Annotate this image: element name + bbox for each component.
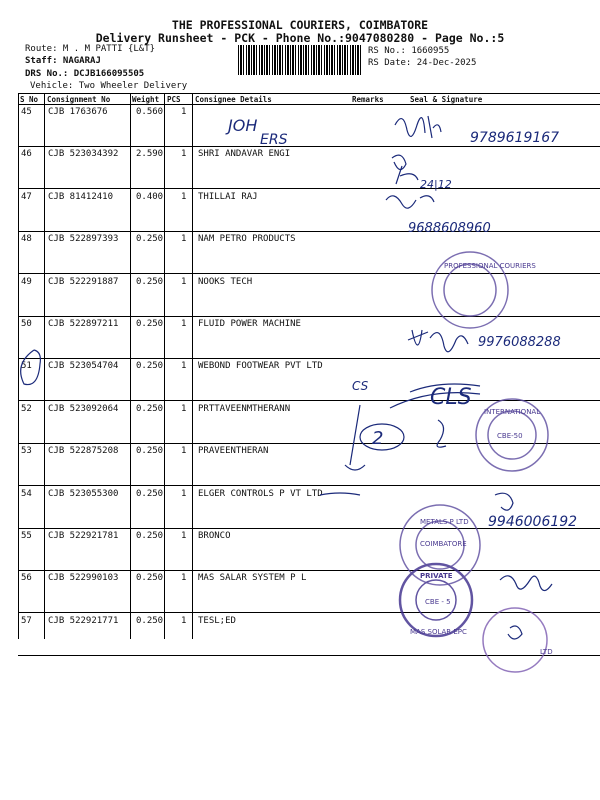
- table-row: [18, 358, 600, 401]
- row-consignee: PRAVEENTHERAN: [198, 446, 269, 457]
- date-46-handwriting: 24|12: [420, 178, 452, 191]
- row-pcs: 1: [181, 615, 187, 626]
- row-consignment-no: CJB 523092064: [48, 403, 119, 414]
- stamp-4-outer: MAS SOLAR EPC: [410, 628, 467, 636]
- row-weight: 0.250: [136, 531, 164, 541]
- row-sno: 57: [21, 615, 32, 626]
- vehicle-label: Vehicle: Two Wheeler Delivery: [30, 81, 188, 91]
- row-pcs: 1: [181, 446, 187, 457]
- row-weight: 0.250: [136, 234, 164, 245]
- row-sno: 45: [21, 107, 32, 117]
- row-pcs: 1: [181, 234, 187, 245]
- row-consignment-no: CJB 522921781: [48, 531, 119, 541]
- row-consignee: SHRI ANDAVAR ENGI: [198, 149, 291, 160]
- row-weight: 0.250: [136, 488, 164, 499]
- col-pcs: PCS: [167, 95, 181, 104]
- row-consignee: FLUID POWER MACHINE: [198, 319, 301, 329]
- row-consignment-no: CJB 1763676: [48, 107, 108, 117]
- row-sno: 55: [21, 531, 32, 541]
- table-row: [18, 443, 600, 486]
- rs-date: RS Date: 24-Dec-2025: [368, 58, 477, 68]
- row-consignment-no: CJB 522897393: [48, 234, 119, 245]
- row-pcs: 1: [181, 403, 187, 414]
- table-row: [18, 231, 600, 274]
- row-pcs: 1: [181, 488, 187, 499]
- row-consignee: THILLAI RAJ: [198, 191, 258, 202]
- row-sno: 46: [21, 149, 32, 160]
- joh-handwriting: JOH: [228, 116, 258, 135]
- table-row: [18, 570, 600, 613]
- row-consignee: NAM PETRO PRODUCTS: [198, 234, 296, 245]
- row-weight: 0.250: [136, 276, 164, 287]
- row-sno: 53: [21, 446, 32, 457]
- col-consignee: Consignee Details: [195, 95, 272, 104]
- phone-50-handwriting: 9976088288: [478, 335, 561, 350]
- phone-47-handwriting: 9688608960: [408, 221, 491, 236]
- row-weight: 0.400: [136, 191, 164, 202]
- row-consignment-no: CJB 522921771: [48, 615, 119, 626]
- stamp-1-text: PROFESSIONAL COURIERS: [444, 262, 536, 270]
- row-pcs: 1: [181, 276, 187, 287]
- col-sno: S No: [20, 95, 39, 104]
- table-row: [18, 189, 600, 232]
- row-consignee: ELGER CONTROLS P VT LTD: [198, 488, 323, 499]
- row-weight: 0.250: [136, 319, 164, 329]
- table-row: [18, 613, 600, 656]
- phone-55-handwriting: 9946006192: [488, 514, 578, 530]
- row-consignee: TESL;ED: [198, 615, 236, 626]
- row-weight: 0.250: [136, 361, 164, 372]
- row-pcs: 1: [181, 191, 187, 202]
- table-row: [18, 274, 600, 317]
- row-sno: 48: [21, 234, 32, 245]
- row-consignment-no: CJB 522875208: [48, 446, 119, 457]
- col-remarks: Remarks: [352, 95, 384, 104]
- row-consignment-no: CJB 522897211: [48, 319, 119, 329]
- row-consignment-no: CJB 522990103: [48, 573, 119, 584]
- staff-label: Staff: NAGARAJ: [25, 56, 101, 66]
- row-sno: 47: [21, 191, 32, 202]
- table-row: [18, 528, 600, 571]
- row-sno: 56: [21, 573, 32, 584]
- stamp-2-inner: CBE-50: [497, 432, 523, 440]
- row-pcs: 1: [181, 107, 187, 117]
- row-sno: 49: [21, 276, 32, 287]
- stamp-3-inner: COIMBATORE: [420, 540, 467, 548]
- row-weight: 0.250: [136, 403, 164, 414]
- stamp-5-text: LTD: [540, 648, 553, 656]
- circle-2-handwriting: 2: [372, 428, 384, 449]
- row-pcs: 1: [181, 573, 187, 584]
- row-weight: 0.250: [136, 446, 164, 457]
- row-consignment-no: CJB 523055300: [48, 488, 119, 499]
- table-row: [18, 316, 600, 359]
- col-weight: Weight: [132, 95, 160, 104]
- row-weight: 0.560: [136, 107, 164, 117]
- row-weight: 0.250: [136, 573, 164, 584]
- row-pcs: 1: [181, 361, 187, 372]
- header-top-rule: [18, 93, 600, 94]
- table-row: [18, 486, 600, 529]
- row-weight: 0.250: [136, 615, 164, 626]
- table-row: [18, 146, 600, 189]
- row-consignment-no: CJB 523054704: [48, 361, 119, 372]
- company-title: THE PROFESSIONAL COURIERS, COIMBATORE: [171, 18, 429, 32]
- drs-number: DRS No.: DCJB166095505: [25, 69, 145, 79]
- phone-45-handwriting: 9789619167: [470, 130, 560, 146]
- row-sno: 51: [21, 361, 32, 372]
- stamp-4-inner: CBE - 5: [425, 598, 451, 606]
- stamp-4-text: PRIVATE: [420, 572, 453, 580]
- table-row: [18, 104, 600, 147]
- ers-handwriting: ERS: [260, 132, 288, 148]
- stamp-2-text: INTERNATIONAL: [484, 408, 541, 416]
- row-consignee: BRONCO: [198, 531, 231, 541]
- cls-handwriting: CLS: [430, 385, 472, 410]
- row-consignee: NOOKS TECH: [198, 276, 253, 287]
- table-row: [18, 401, 600, 444]
- cs-handwriting: CS: [352, 379, 369, 393]
- row-consignee: MAS SALAR SYSTEM P L: [198, 573, 307, 584]
- row-consignee: PRTTAVEENMTHERANN: [198, 403, 291, 414]
- rs-number: RS No.: 1660955: [368, 46, 450, 56]
- row-consignment-no: CJB 522291887: [48, 276, 119, 287]
- row-pcs: 1: [181, 149, 187, 160]
- row-pcs: 1: [181, 531, 187, 541]
- row-consignee: WEBOND FOOTWEAR PVT LTD: [198, 361, 323, 372]
- row-consignment-no: CJB 523034392: [48, 149, 119, 160]
- col-seal-signature: Seal & Signature: [410, 95, 483, 104]
- runsheet-subtitle: Delivery Runsheet - PCK - Phone No.:9047080280 - Page No.:5: [95, 31, 505, 45]
- route-label: Route: M . M PATTI {L&T}: [25, 44, 156, 54]
- row-consignment-no: CJB 81412410: [48, 191, 114, 202]
- col-consignment: Consignment No: [47, 95, 111, 104]
- row-weight: 2.590: [136, 149, 164, 160]
- row-pcs: 1: [181, 319, 187, 329]
- barcode: [238, 45, 362, 75]
- row-sno: 54: [21, 488, 32, 499]
- row-sno: 50: [21, 319, 32, 329]
- stamp-3-text: METALS P LTD: [420, 518, 469, 526]
- row-sno: 52: [21, 403, 32, 414]
